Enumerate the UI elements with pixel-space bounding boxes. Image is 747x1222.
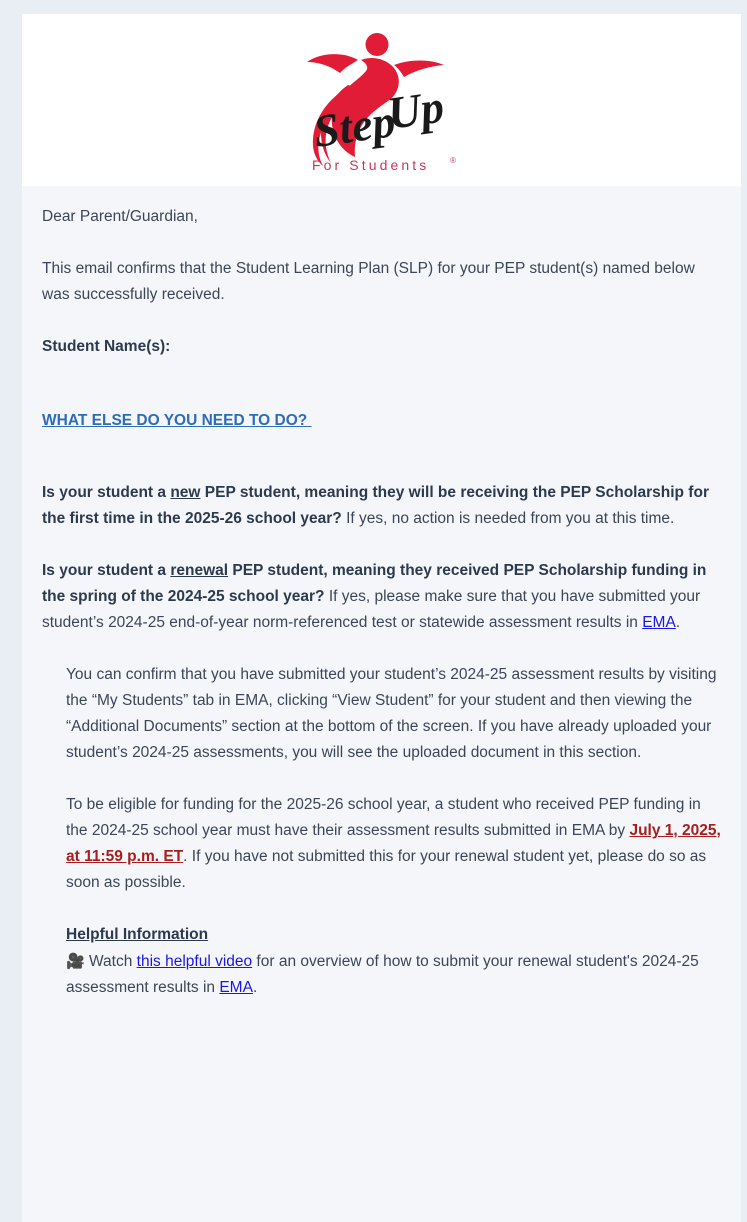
helpful-information-paragraph: 🎥 Watch this helpful video for an overview of how to submit your renewal student's 2024-25 assessment results in EMA. <box>66 952 699 996</box>
spacer <box>42 460 721 480</box>
helpful-information-heading-wrap <box>66 922 721 948</box>
svg-text:Step: Step <box>309 95 398 157</box>
helpful-information-heading: Helpful Information <box>66 926 209 943</box>
what-else-paragraph <box>42 408 721 434</box>
confirm-submission-paragraph: You can confirm that you have submitted your student’s 2024-25 assessment results by visiting the “My Students” tab in EMA, clicking “View Student” for your student and then viewing the “Additional Documents” section at the bottom of the screen. If you have already uploaded your student’s 2024-25 assessments, you will see the uploaded document in this section. <box>66 666 717 761</box>
salutation: Dear Parent/Guardian, <box>42 208 198 225</box>
ema-link-helpful-info[interactable]: EMA <box>219 979 253 996</box>
logo-tagline <box>312 156 456 173</box>
new-student-bold: Is your student a new PEP student, meaning they will be receiving the PEP Scholarship for the first time in the 2025-26 school year? <box>42 484 709 527</box>
intro-paragraph: This email confirms that the Student Learning Plan (SLP) for your PEP student(s) named below was successfully received. <box>42 260 695 303</box>
indented-block <box>42 662 721 1001</box>
svg-text:®: ® <box>449 156 456 165</box>
logo-block <box>296 25 468 175</box>
movie-camera-icon: 🎥 <box>66 952 85 970</box>
renewal-student-bold: Is your student a renewal PEP student, meaning they received PEP Scholarship funding in the spring of the 2024-25 school year? <box>42 562 707 605</box>
student-names-label: Student Name(s): <box>42 338 171 355</box>
ema-link-renewal[interactable]: EMA <box>642 614 676 631</box>
step-up-for-students-logo <box>298 29 466 175</box>
this-helpful-video-link[interactable]: this helpful video <box>136 953 253 970</box>
renewal-student-paragraph: Is your student a renewal PEP student, meaning they received PEP Scholarship funding in the spring of the 2024-25 school year? If yes, please make sure that you have submitted your student’s 2024-25 end-of-year norm-referenced test or statewide assessment results in EMA. <box>42 562 707 631</box>
student-names-blank-area <box>42 360 721 408</box>
email-container <box>22 14 741 1222</box>
new-student-paragraph: Is your student a new PEP student, meaning they will be receiving the PEP Scholarship for the first time in the 2025-26 school year? If yes, no action is needed from you at this time. <box>42 484 709 527</box>
email-body <box>22 186 741 1057</box>
deadline-text: July 1, 2025, at 11:59 p.m. ET <box>66 822 721 865</box>
svg-text:Up: Up <box>383 80 447 139</box>
renewal-keyword: renewal <box>170 562 229 579</box>
what-else-do-you-need-to-do-link[interactable]: WHAT ELSE DO YOU NEED TO DO? <box>42 412 308 429</box>
eligibility-paragraph: To be eligible for funding for the 2025-26 school year, a student who received PEP funding in the 2024-25 school year must have their assessment results submitted in EMA by July 1, 2025, at 11:59 p.m. ET. If you have not submitted this for your renewal student yet, please do so as soon as possible. <box>66 796 721 891</box>
new-keyword: new <box>170 484 201 501</box>
email-header-logo-band <box>22 14 741 186</box>
svg-text:For Students: For Students <box>311 157 429 173</box>
